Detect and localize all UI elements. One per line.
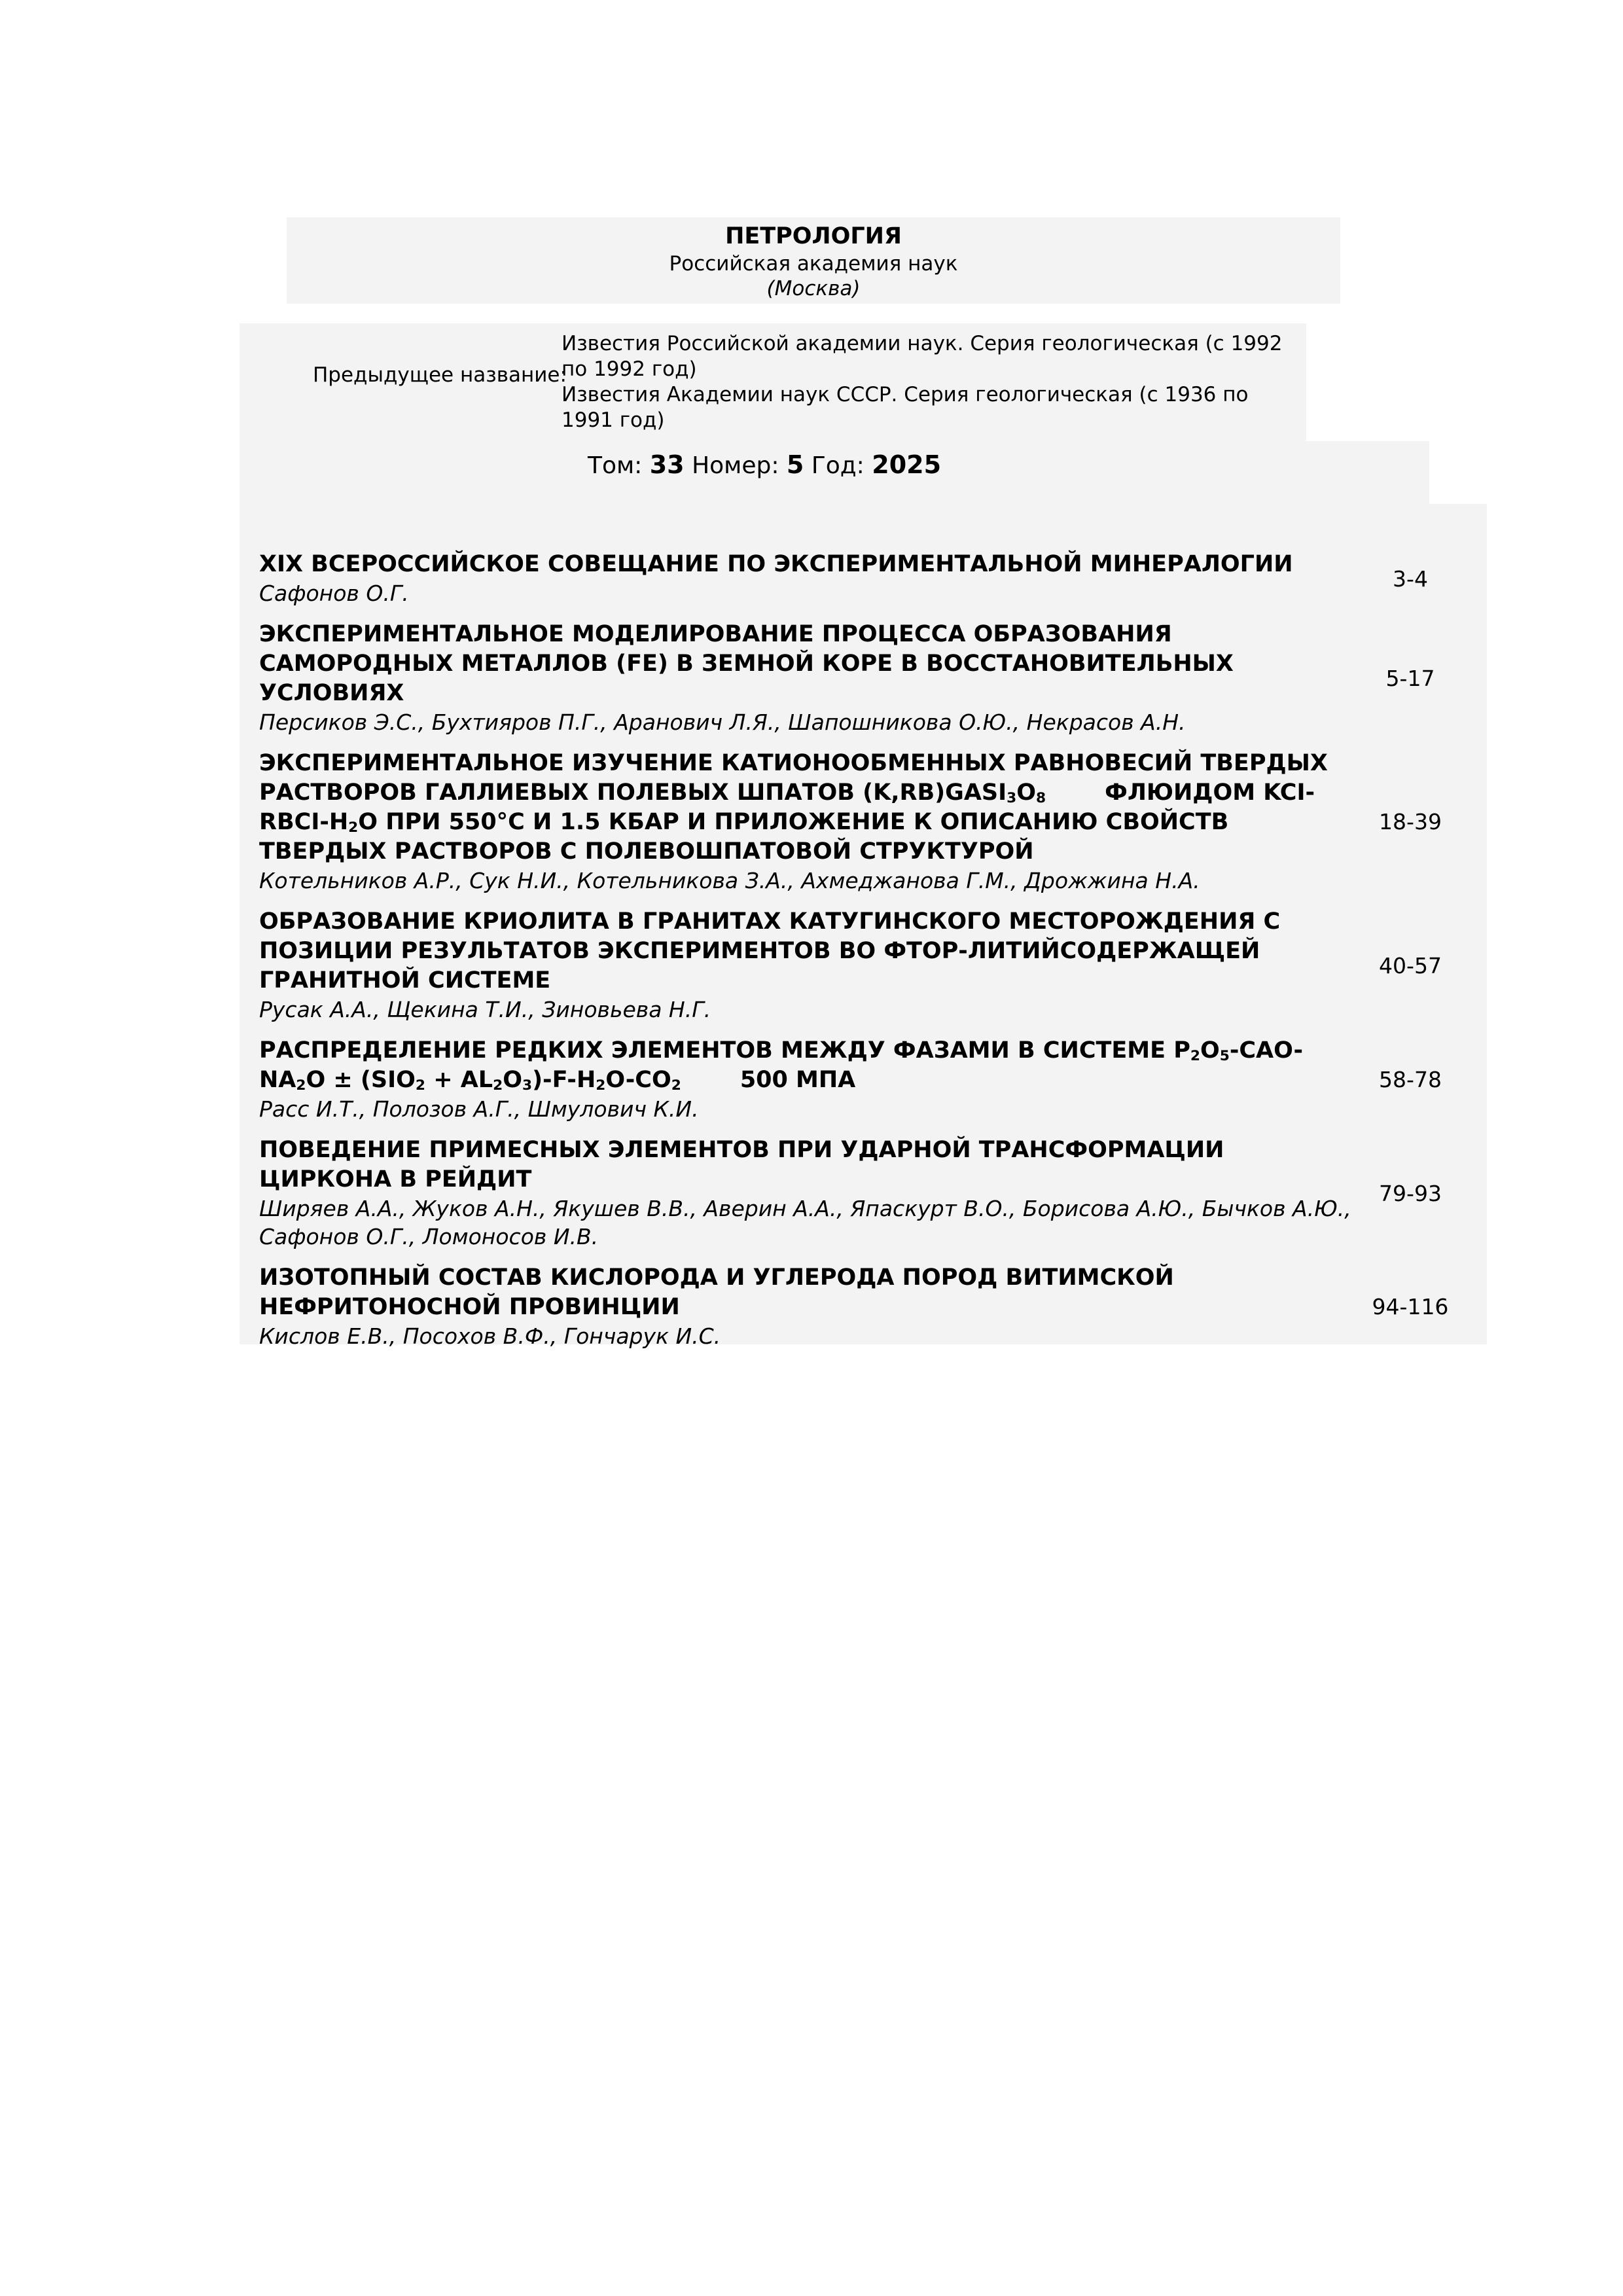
article-title-link[interactable]: ЭКСПЕРИМЕНТАЛЬНОЕ МОДЕЛИРОВАНИЕ ПРОЦЕССА ОБРАЗОВАНИЯ САМОРОДНЫХ МЕТАЛЛОВ (FE) В ЗЕМНОЙ КОРЕ В ВОССТАНОВИТЕЛЬНЫХ УСЛОВИЯХ bbox=[259, 621, 1234, 706]
article-title-link[interactable]: ИЗОТОПНЫЙ СОСТАВ КИСЛОРОДА И УГЛЕРОДА ПОРОД ВИТИМСКОЙ НЕФРИТОНОСНОЙ ПРОВИНЦИИ bbox=[259, 1265, 1174, 1320]
table-of-contents bbox=[240, 504, 1487, 1349]
year-label: Год: bbox=[811, 452, 865, 479]
article-title-link[interactable]: ОБРАЗОВАНИЕ КРИОЛИТА В ГРАНИТАХ КАТУГИНСКОГО МЕСТОРОЖДЕНИЯ С ПОЗИЦИИ РЕЗУЛЬТАТОВ ЭКСПЕРИМЕНТОВ ВО ФТОР-ЛИТИЙСОДЕРЖАЩЕЙ ГРАНИТНОЙ СИСТЕМЕ bbox=[259, 908, 1281, 994]
article-item bbox=[259, 550, 1487, 607]
article-authors: Ширяев А.А., Жуков А.Н., Якушев В.В., Аверин А.А., Япаскурт В.О., Борисова А.Ю., Бычков А.Ю., Сафонов О.Г., Ломоносов И.В. bbox=[259, 1196, 1351, 1249]
previous-name-1[interactable]: Известия Российской академии наук. Серия геологическая (с 1992 по 1992 год) bbox=[562, 332, 1283, 381]
year-value: 2025 bbox=[872, 450, 942, 479]
article-title-link[interactable]: XIX ВСЕРОССИЙСКОЕ СОВЕЩАНИЕ ПО ЭКСПЕРИМЕНТАЛЬНОЙ МИНЕРАЛОГИИ bbox=[259, 551, 1293, 577]
previous-names-list bbox=[562, 331, 1294, 433]
article-pages: 79-93 bbox=[1379, 1180, 1442, 1206]
article-list bbox=[259, 550, 1487, 1363]
article-item bbox=[259, 620, 1487, 736]
previous-names-section bbox=[240, 323, 1306, 441]
article-pages: 18-39 bbox=[1379, 809, 1442, 834]
number-label: Номер: bbox=[692, 452, 779, 479]
previous-names-label: Предыдущее название: bbox=[313, 363, 567, 387]
previous-name-2[interactable]: Известия Академии наук СССР. Серия геологическая (с 1936 по 1991 год) bbox=[562, 383, 1249, 432]
article-item bbox=[259, 1136, 1487, 1251]
article-authors: Кислов Е.В., Посохов В.Ф., Гончарук И.С. bbox=[259, 1323, 721, 1349]
article-item bbox=[259, 1263, 1487, 1350]
journal-header bbox=[287, 217, 1340, 304]
article-authors: Русак А.А., Щекина Т.И., Зиновьева Н.Г. bbox=[259, 997, 711, 1022]
article-item bbox=[259, 749, 1487, 895]
number-value: 5 bbox=[786, 450, 804, 479]
issue-info bbox=[240, 441, 1429, 504]
volume-label: Том: bbox=[587, 452, 643, 479]
article-item bbox=[259, 1036, 1487, 1123]
journal-city: (Москва) bbox=[766, 277, 861, 300]
article-authors: Персиков Э.С., Бухтияров П.Г., Аранович Л.Я., Шапошникова О.Ю., Некрасов А.Н. bbox=[259, 709, 1186, 735]
article-pages: 94-116 bbox=[1372, 1294, 1449, 1319]
article-item bbox=[259, 907, 1487, 1024]
journal-title[interactable]: ПЕТРОЛОГИЯ bbox=[725, 223, 902, 249]
article-authors: Котельников А.Р., Сук Н.И., Котельникова З.А., Ахмеджанова Г.М., Дрожжина Н.А. bbox=[259, 868, 1200, 893]
article-title-link[interactable]: РАСПРЕДЕЛЕНИЕ РЕДКИХ ЭЛЕМЕНТОВ МЕЖДУ ФАЗАМИ В СИСТЕМЕ $P_2O_5-CAO-NA_2O \pm (SIO_2 + AL_2O_3)-F-H_2O-CO_2$ 500 МПА bbox=[259, 1037, 1304, 1094]
article-pages: 5-17 bbox=[1385, 665, 1435, 691]
article-pages: 40-57 bbox=[1379, 952, 1442, 978]
article-title-link[interactable]: ПОВЕДЕНИЕ ПРИМЕСНЫХ ЭЛЕМЕНТОВ ПРИ УДАРНОЙ ТРАНСФОРМАЦИИ ЦИРКОНА В РЕЙДИТ bbox=[259, 1137, 1224, 1193]
article-authors: Расс И.Т., Полозов А.Г., Шмулович К.И. bbox=[259, 1096, 699, 1122]
journal-publisher: Российская академия наук bbox=[669, 252, 958, 276]
article-title-link[interactable]: ЭКСПЕРИМЕНТАЛЬНОЕ ИЗУЧЕНИЕ КАТИОНООБМЕННЫХ РАВНОВЕСИЙ ТВЕРДЫХ РАСТВОРОВ ГАЛЛИЕВЫХ ПОЛЕВЫХ ШПАТОВ $(K,RB)GASI_3O_8$ ФЛЮИДОМ KCI-$RBCI-H_2O$ ПРИ 550°C И 1.5 КБАР И ПРИЛОЖЕНИЕ К ОПИСАНИЮ СВОЙСТВ ТВЕРДЫХ РАСТВОРОВ С ПОЛЕВОШПАТОВОЙ СТРУКТУРОЙ bbox=[259, 750, 1328, 865]
article-pages: 3-4 bbox=[1393, 565, 1428, 592]
article-pages: 58-78 bbox=[1379, 1067, 1442, 1092]
article-authors: Сафонов О.Г. bbox=[259, 581, 409, 606]
volume-value: 33 bbox=[649, 450, 685, 479]
issue-line bbox=[169, 449, 1359, 482]
